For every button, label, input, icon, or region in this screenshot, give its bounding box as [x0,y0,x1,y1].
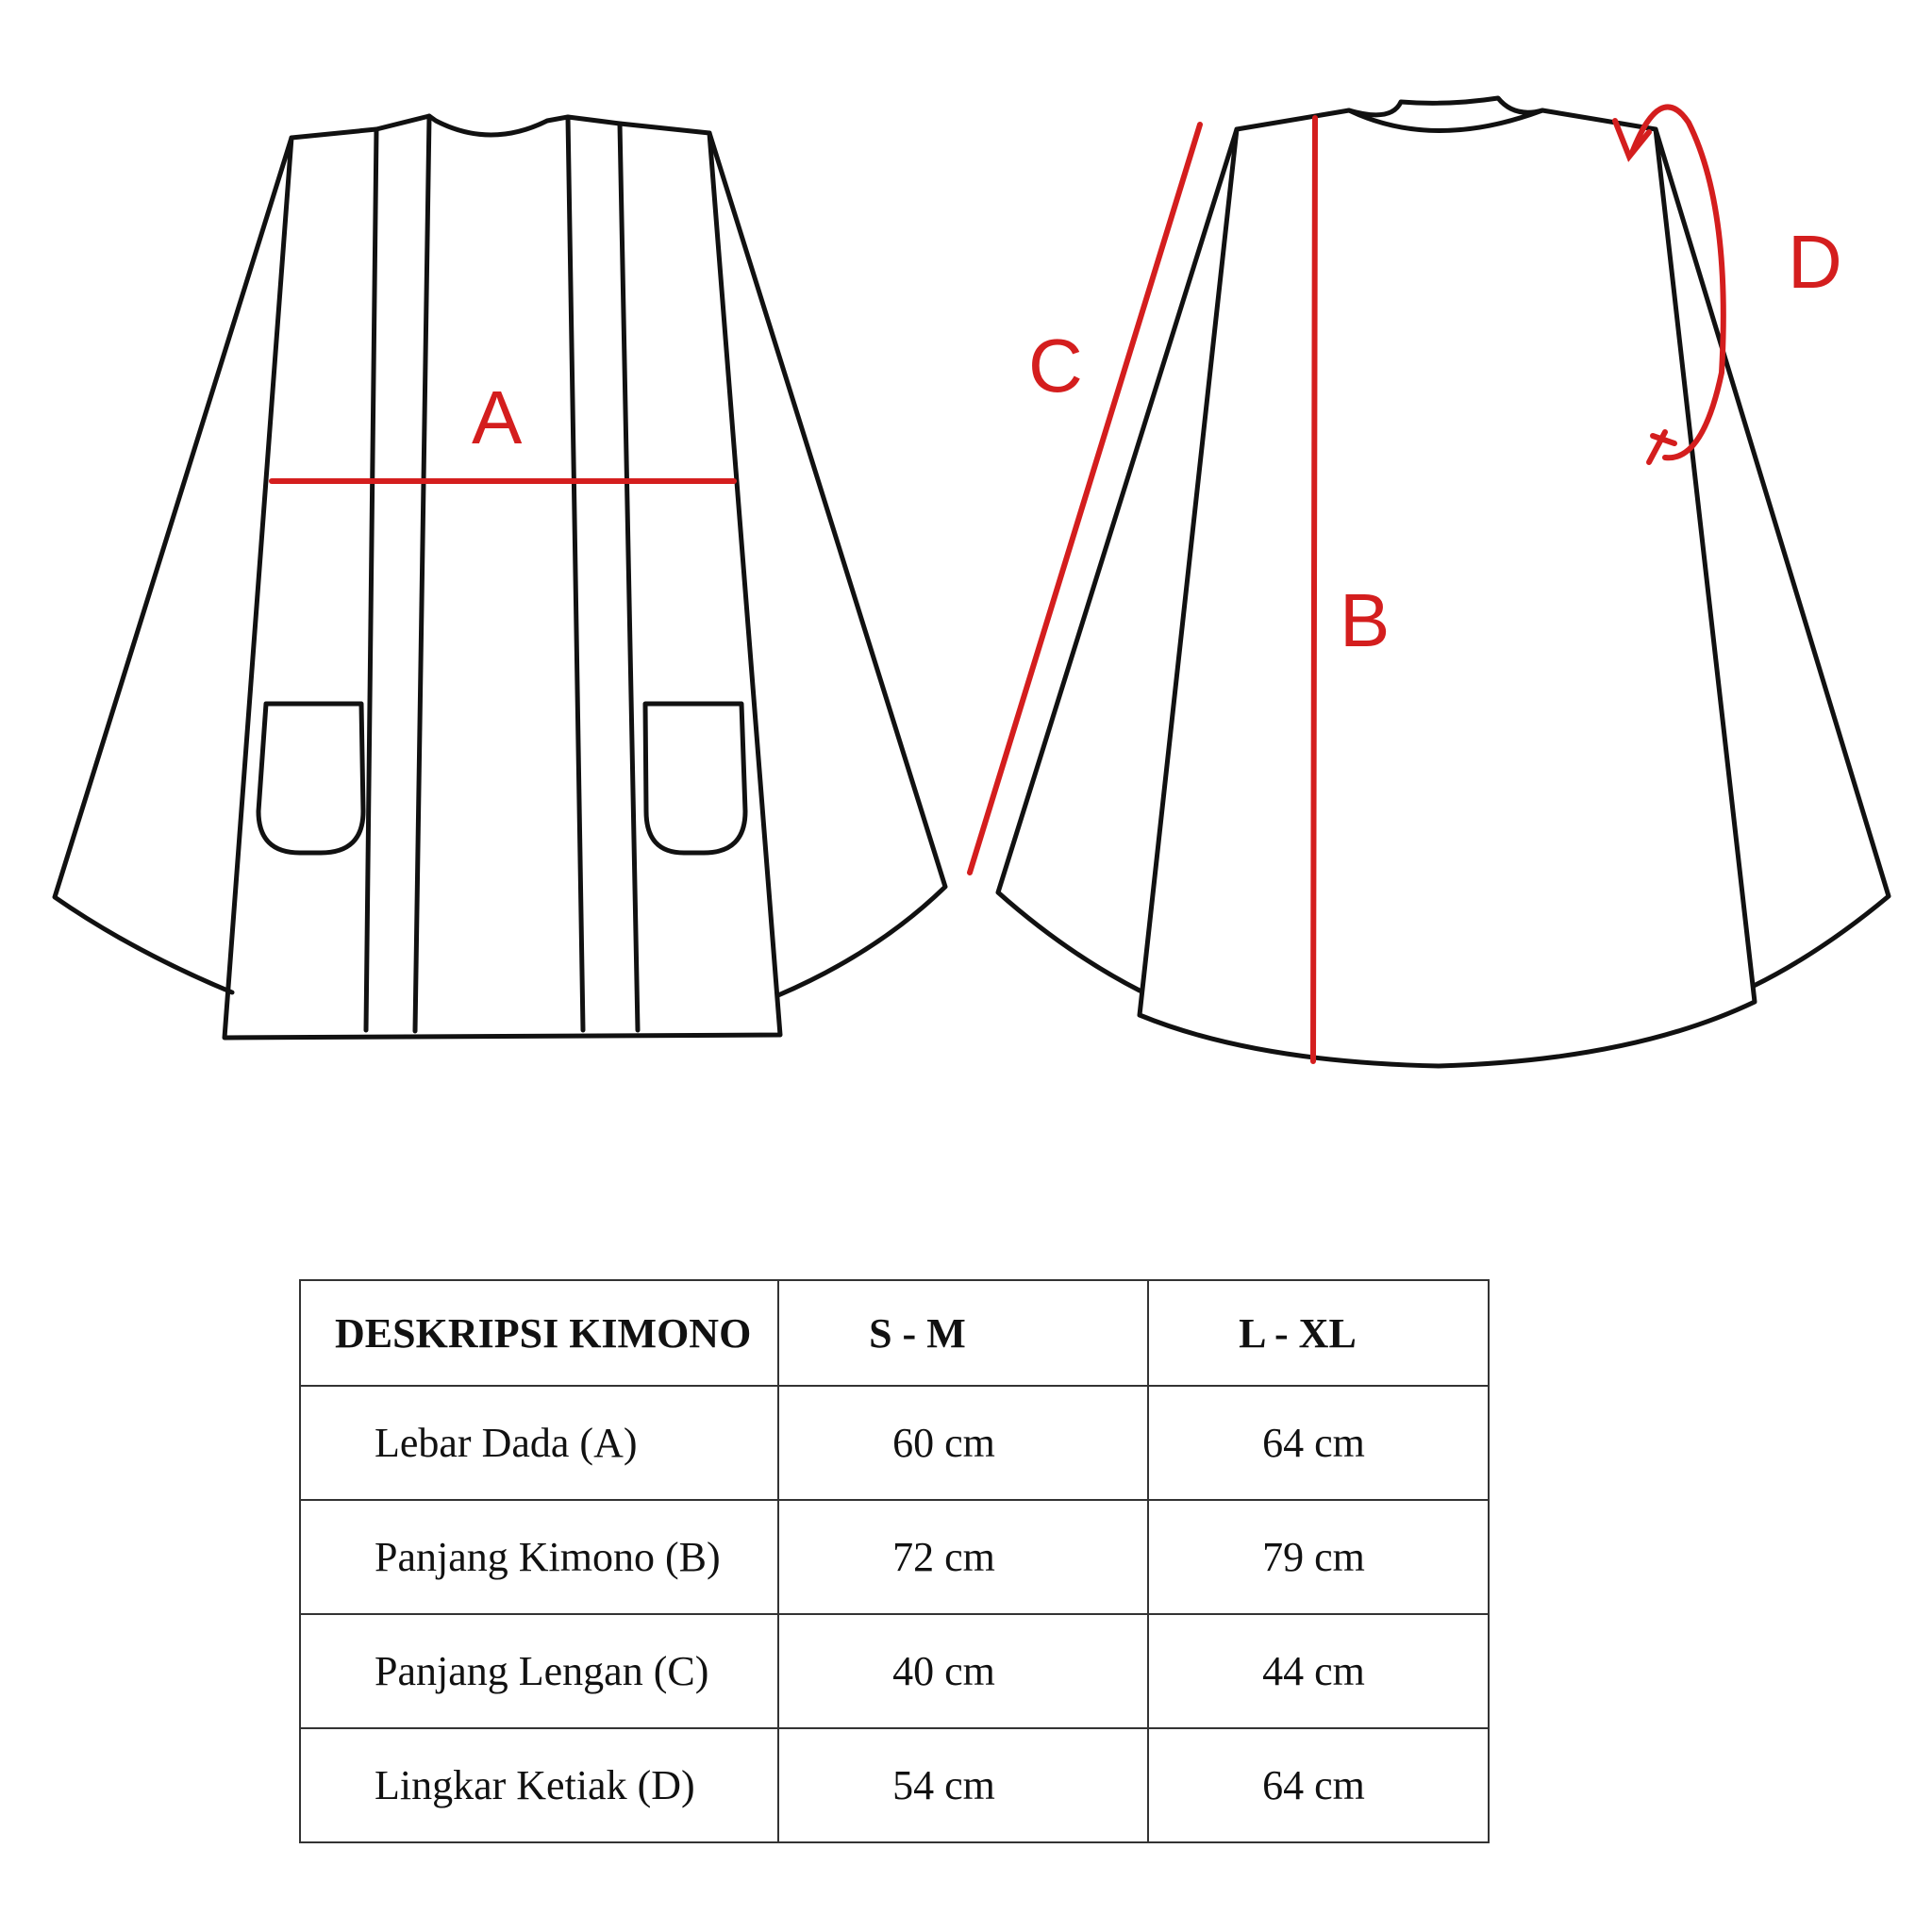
back-body-outline [1140,110,1755,1066]
size-chart-table [299,1279,1490,1843]
front-left-band [366,116,429,1031]
table-row [300,1614,1489,1728]
table-row [300,1386,1489,1500]
front-left-pocket [258,704,363,853]
row-value-l-xl: 44 cm [1148,1614,1489,1728]
measure-arc-d [1632,107,1724,458]
front-right-pocket [645,704,745,853]
back-left-sleeve [998,129,1237,991]
measure-label-c: C [1028,324,1083,408]
row-value-l-xl: 79 cm [1148,1500,1489,1614]
back-neckline [1349,98,1542,115]
table-header-row [300,1280,1489,1386]
header-description: DESKRIPSI KIMONO [300,1280,778,1386]
row-value-s-m: 54 cm [778,1728,1148,1842]
row-value-l-xl: 64 cm [1148,1386,1489,1500]
table-row [300,1728,1489,1842]
measure-line-b [1313,118,1315,1061]
front-body-outline [225,116,780,1038]
row-label: Lebar Dada (A) [300,1386,778,1500]
row-value-l-xl: 64 cm [1148,1728,1489,1842]
row-label: Panjang Kimono (B) [300,1500,778,1614]
row-label: Panjang Lengan (C) [300,1614,778,1728]
front-left-sleeve [55,138,291,992]
header-size-l-xl: L - XL [1148,1280,1489,1386]
row-value-s-m: 72 cm [778,1500,1148,1614]
kimono-front-view [55,116,945,1038]
measurement-marks [272,107,1842,1061]
row-label: Lingkar Ketiak (D) [300,1728,778,1842]
header-size-s-m: S - M [778,1280,1148,1386]
measure-label-a: A [472,375,523,459]
table-row [300,1500,1489,1614]
back-right-sleeve [1656,129,1889,986]
measure-label-d: D [1788,220,1842,304]
row-value-s-m: 60 cm [778,1386,1148,1500]
row-value-s-m: 40 cm [778,1614,1148,1728]
measure-label-b: B [1340,578,1391,662]
front-right-band [568,117,638,1030]
kimono-back-view [998,98,1889,1066]
